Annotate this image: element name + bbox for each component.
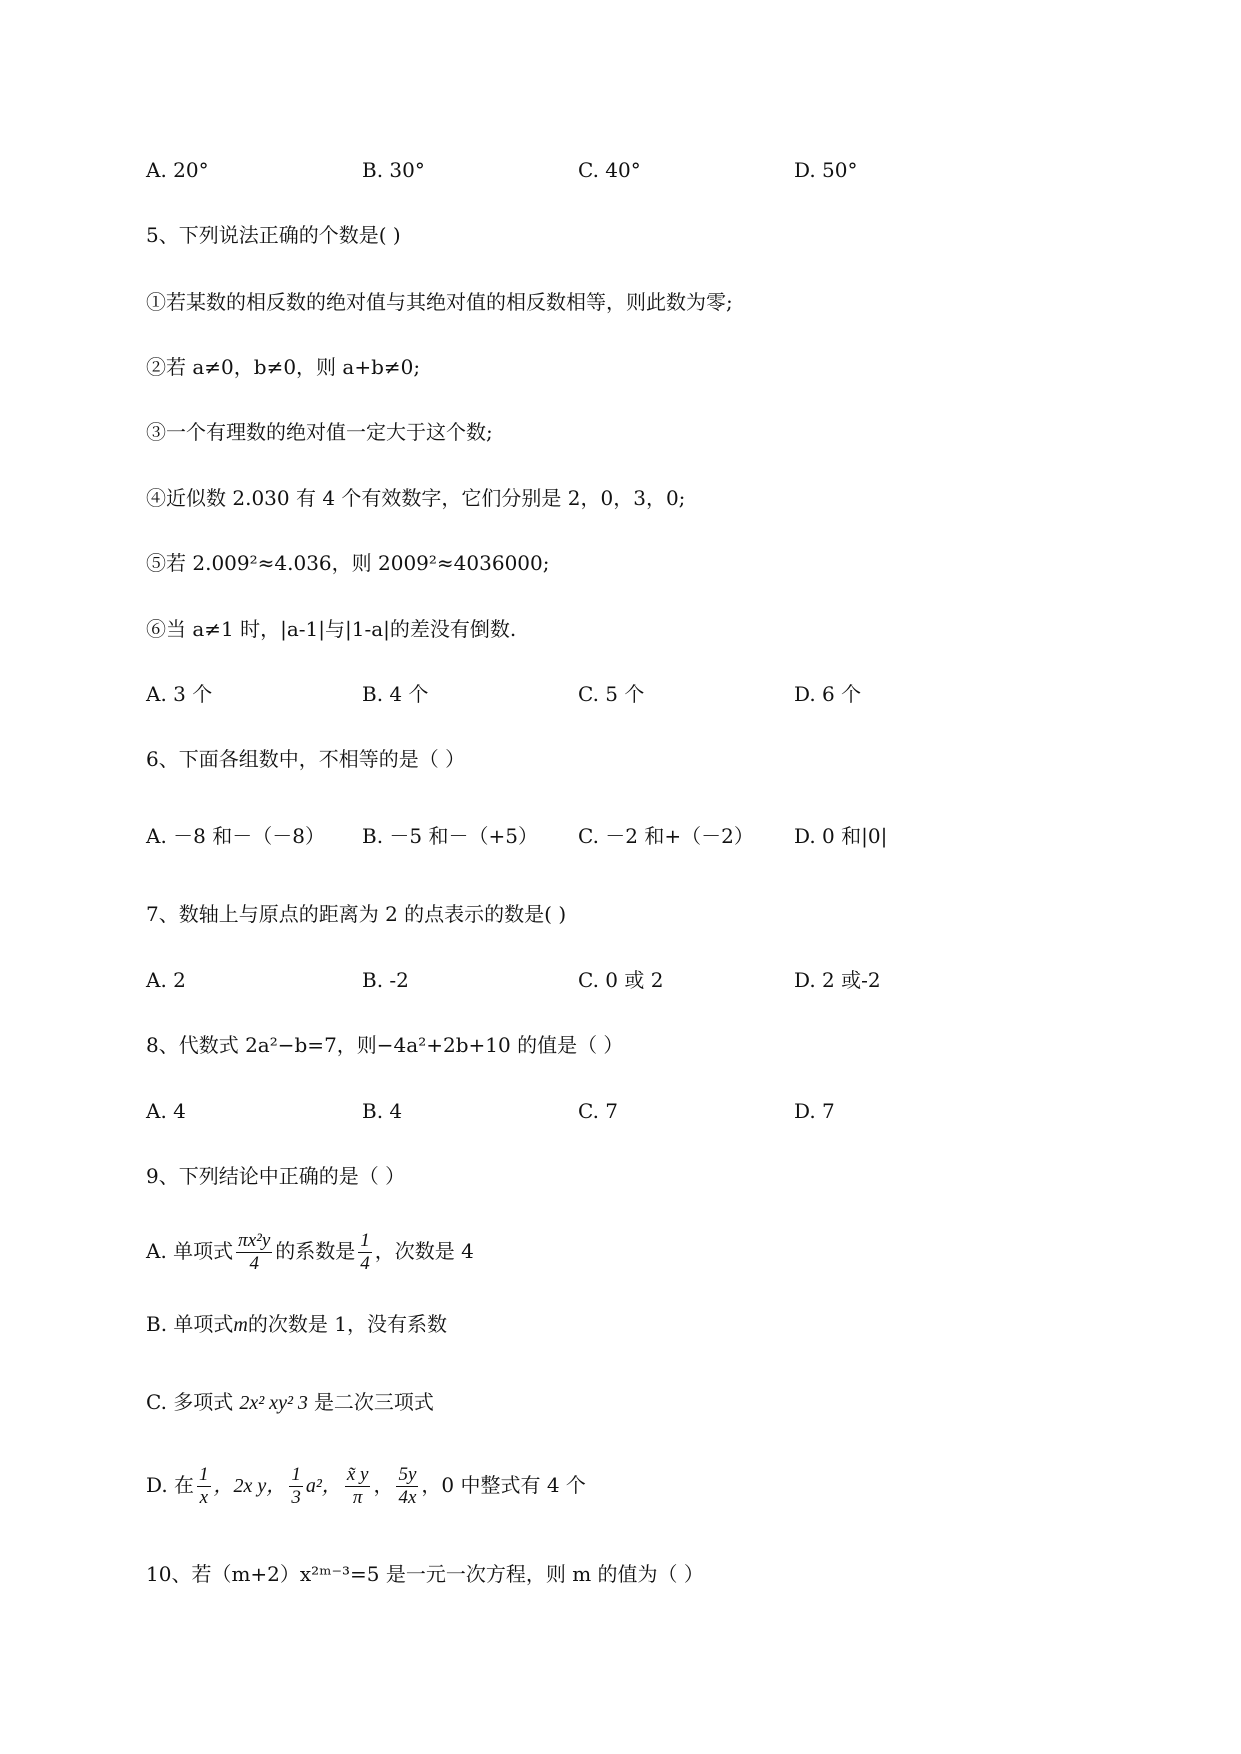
q5-option-b: B. 4 个	[362, 682, 429, 706]
q7-stem: 7、数轴上与原点的距离为 2 的点表示的数是( )	[146, 902, 567, 926]
q5-statement-1: ①若某数的相反数的绝对值与其绝对值的相反数相等，则此数为零;	[146, 290, 733, 314]
q4-option-a: A. 20°	[146, 158, 209, 182]
fraction-denominator: x	[199, 1487, 209, 1508]
q9-a-suffix: ，次数是 4	[374, 1239, 474, 1263]
q6-option-d: D. 0 和|0|	[794, 824, 888, 848]
fraction-numerator: x̃ y	[346, 1464, 369, 1485]
fraction-denominator: 4	[249, 1253, 259, 1274]
q4-option-d: D. 50°	[794, 158, 858, 182]
q5-statement-3: ③一个有理数的绝对值一定大于这个数;	[146, 420, 493, 444]
q9-d-fraction-3	[289, 1464, 303, 1509]
q5-option-a: A. 3 个	[146, 682, 213, 706]
q5-statement-2: ②若 a≠0，b≠0，则 a+b≠0;	[146, 355, 421, 379]
q8-option-c: C. 7	[578, 1099, 619, 1123]
q6-option-b: B. －5 和－（+5）	[362, 824, 538, 848]
fraction-numerator: 1	[291, 1464, 301, 1485]
q9-option-b	[146, 1310, 447, 1339]
q5-statement-4: ④近似数 2.030 有 4 个有效数字，它们分别是 2，0，3，0;	[146, 486, 686, 510]
q9-b-text-2: 的次数是 1，没有系数	[247, 1312, 447, 1336]
q8-stem: 8、代数式 2a²−b=7，则−4a²+2b+10 的值是（ ）	[146, 1033, 624, 1057]
q6-option-a: A. －8 和－（－8）	[146, 824, 325, 848]
q9-d-comma: ，	[373, 1473, 394, 1497]
q8-option-b: B. 4	[362, 1099, 403, 1123]
q9-c-text: C. 多项式	[146, 1390, 234, 1414]
fraction-denominator: π	[352, 1487, 363, 1508]
q7-option-a: A. 2	[146, 968, 186, 992]
q5-option-c: C. 5 个	[578, 682, 645, 706]
q9-option-d	[146, 1460, 586, 1511]
q9-a-coefficient-fraction	[358, 1230, 372, 1275]
q7-option-d: D. 2 或-2	[794, 968, 881, 992]
q10-stem: 10、若（m+2）x²ᵐ⁻³=5 是一元一次方程，则 m 的值为（ ）	[146, 1562, 704, 1586]
q4-option-b: B. 30°	[362, 158, 425, 182]
q6-option-c: C. －2 和+（－2）	[578, 824, 754, 848]
q5-stem: 5、下列说法正确的个数是( )	[146, 223, 401, 247]
q5-statement-5: ⑤若 2.009²≈4.036，则 2009²≈4036000;	[146, 551, 550, 575]
q8-option-a: A. 4	[146, 1099, 186, 1123]
q9-d-fraction-4	[345, 1464, 371, 1509]
q9-c-expression: 2x² xy² 3	[239, 1392, 308, 1414]
fraction-numerator: 1	[360, 1230, 370, 1251]
q9-a-mid: 的系数是	[275, 1239, 356, 1263]
q8-option-d: D. 7	[794, 1099, 835, 1123]
q5-option-d: D. 6 个	[794, 682, 862, 706]
q7-option-c: C. 0 或 2	[578, 968, 664, 992]
q9-option-a	[146, 1226, 474, 1276]
q9-d-prefix: D. 在	[146, 1473, 195, 1497]
q7-option-b: B. -2	[362, 968, 409, 992]
fraction-numerator: 1	[199, 1464, 209, 1485]
q9-d-term-2: ，2x y，	[213, 1475, 287, 1497]
q9-a-prefix: A. 单项式	[146, 1239, 234, 1263]
q9-d-fraction-1	[197, 1464, 211, 1509]
q9-a-monomial-fraction	[236, 1230, 272, 1275]
q9-d-suffix: ，0 中整式有 4 个	[421, 1473, 586, 1497]
q9-d-fraction-5	[396, 1464, 418, 1509]
fraction-denominator: 3	[291, 1487, 301, 1508]
q5-statement-6: ⑥当 a≠1 时，|a-1|与|1-a|的差没有倒数.	[146, 617, 517, 641]
q9-stem: 9、下列结论中正确的是（ ）	[146, 1164, 406, 1188]
q9-b-text: B. 单项式	[146, 1312, 234, 1336]
fraction-denominator: 4x	[398, 1487, 417, 1508]
q9-c-text-2: 是二次三项式	[313, 1390, 434, 1414]
fraction-numerator: 5y	[398, 1464, 417, 1485]
fraction-numerator: πx²y	[238, 1230, 271, 1251]
fraction-denominator: 4	[360, 1253, 370, 1274]
q9-d-term-3: a²，	[305, 1475, 342, 1497]
q4-option-c: C. 40°	[578, 158, 641, 182]
q9-b-variable: m	[233, 1314, 248, 1336]
q9-option-c	[146, 1388, 434, 1417]
q6-stem: 6、下面各组数中，不相等的是（ ）	[146, 747, 466, 771]
